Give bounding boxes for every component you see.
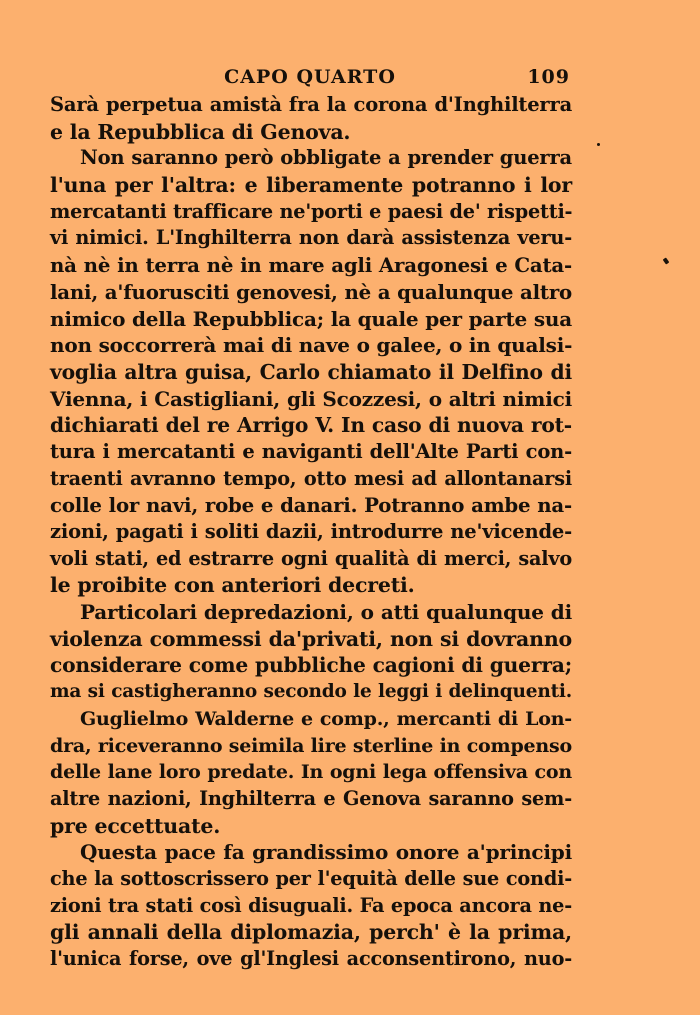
text-line: colle lor navi, robe e danari. Potranno ambe na- [50,493,572,518]
text-line: considerare come pubbliche cagioni di guerra; [50,653,572,678]
ink-speck [663,257,670,264]
text-line: gli annali della diplomazia, perch' è la prima, [50,920,572,945]
text-line: Vienna, i Castigliani, gli Scozzesi, o altri nimici [50,386,572,411]
ink-speck [597,143,600,146]
text-line: Questa pace fa grandissimo onore a'principi [80,840,572,865]
text-line: voglia altra guisa, Carlo chiamato il Delfino di [50,359,572,384]
text-line: voli stati, ed estrarre ogni qualità di merci, salvo [50,546,572,570]
text-line: pre eccettuate. [50,813,221,838]
text-line: Sarà perpetua amistà fra la corona d'Inghilterra [50,93,572,116]
text-line: Guglielmo Walderne e comp., mercanti di Lon- [80,707,572,730]
text-line: violenza commessi da'privati, non si dovranno [50,626,572,651]
text-line: zioni, pagati i soliti dazii, introdurre ne'vicende- [50,520,572,543]
text-line: vi nimici. L'Inghilterra non darà assistenza veru- [50,226,572,250]
chapter-title: CAPO QUARTO [224,66,396,88]
text-line: dra, riceveranno seimila lire sterline in compenso [50,734,572,757]
text-line: l'unica forse, ove gl'Inglesi acconsentirono, nuo- [50,947,572,970]
text-line: e la Repubblica di Genova. [50,119,351,144]
text-line: che la sottoscrissero per l'equità delle sue condi- [50,866,572,890]
text-line: lani, a'fuorusciti genovesi, nè a qualunque altro [50,279,572,304]
text-line: nà nè in terra nè in mare agli Aragonesi e Cata- [50,253,572,278]
text-line: altre nazioni, Inghilterra e Genova saranno sem- [50,786,572,810]
text-line: tura i mercatanti e naviganti dell'Alte Parti con- [50,439,572,463]
text-line: Particolari depredazioni, o atti qualunque di [80,600,572,625]
text-line: ma si castigheranno secondo le leggi i delinquenti. [50,681,572,703]
text-line: traenti avranno tempo, otto mesi ad allontanarsi [50,466,572,490]
text-line: nimico della Repubblica; la quale per parte sua [50,306,572,331]
running-header [50,66,570,94]
text-line: delle lane loro predate. In ogni lega offensiva con [50,761,572,784]
text-line: zioni tra stati così disuguali. Fa epoca ancora ne- [50,893,572,917]
body-text [50,92,572,973]
page-number: 109 [527,66,570,88]
text-line: mercatanti trafficare ne'porti e paesi de' rispetti- [50,199,573,223]
text-line: Non saranno però obbligate a prender guerra [80,146,572,170]
text-line: l'una per l'altra: e liberamente potranno i lor [50,173,572,198]
text-line: dichiarati del re Arrigo V. In caso di nuova rot- [50,413,572,438]
text-line: le proibite con anteriori decreti. [50,573,415,598]
text-line: non soccorrerà mai di nave o galee, o in qualsi- [50,333,573,358]
